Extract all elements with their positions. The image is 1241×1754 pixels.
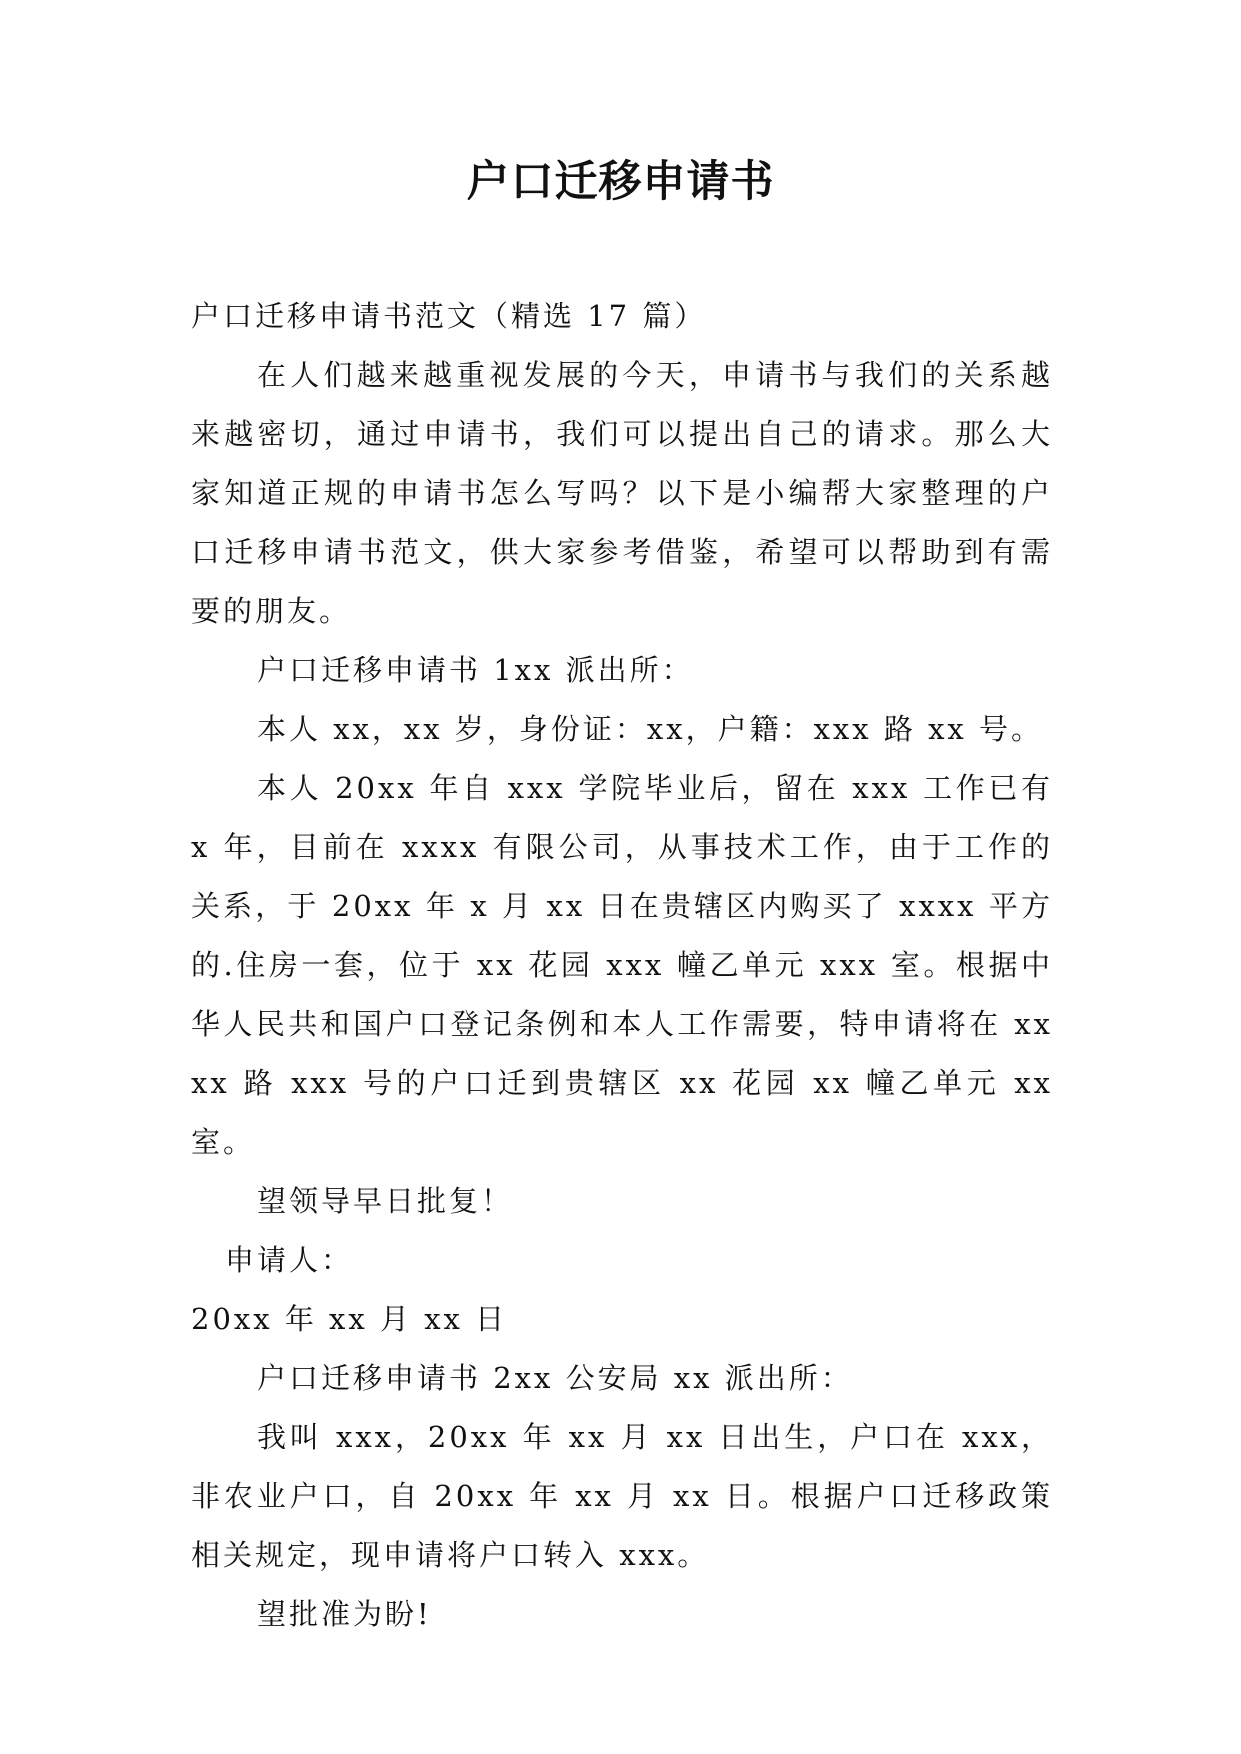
document-body — [191, 287, 1053, 1644]
letter-1-heading: 户口迁移申请书 1xx 派出所： — [257, 653, 694, 687]
document-title: 户口迁移申请书 — [466, 157, 775, 207]
letter-2-closing: 望批准为盼! — [257, 1597, 432, 1631]
letter-2-body: 我叫 xxx，20xx 年 xx 月 xx 日出生，户口在 xxx，非农业户口，自 20xx 年 xx 月 xx 日。根据户口迁移政策相关规定，现申请将户口转入 xxx。 — [191, 1420, 1053, 1572]
document-subtitle: 户口迁移申请书范文（精选 17 篇） — [191, 299, 707, 333]
letter-2-heading: 户口迁移申请书 2xx 公安局 xx 派出所： — [257, 1361, 853, 1395]
intro-paragraph: 在人们越来越重视发展的今天，申请书与我们的关系越来越密切，通过申请书，我们可以提出自己的请求。那么大家知道正规的申请书怎么写吗？以下是小编帮大家整理的户口迁移申请书范文，供大家参考借鉴，希望可以帮助到有需要的朋友。 — [191, 358, 1053, 628]
letter-1-date: 20xx 年 xx 月 xx 日 — [191, 1302, 508, 1336]
letter-1-personal-info: 本人 xx，xx 岁，身份证：xx，户籍：xxx 路 xx 号。 — [257, 712, 1043, 746]
letter-1-applicant: 申请人： — [225, 1243, 354, 1277]
letter-1-body: 本人 20xx 年自 xxx 学院毕业后，留在 xxx 工作已有 x 年，目前在 xxxx 有限公司，从事技术工作，由于工作的关系，于 20xx 年 x 月 xx 日在贵辖区内购买了 xxxx 平方的.住房一套，位于 xx 花园 xxx 幢乙单元 xxx 室。根据中华人民共和国户口登记条例和本人工作需要，特申请将在 xxxx 路 xxx 号的户口迁到贵辖区 xx 花园 xx 幢乙单元 xx 室。 — [191, 771, 1053, 1159]
letter-1-closing: 望领导早日批复！ — [257, 1184, 514, 1218]
